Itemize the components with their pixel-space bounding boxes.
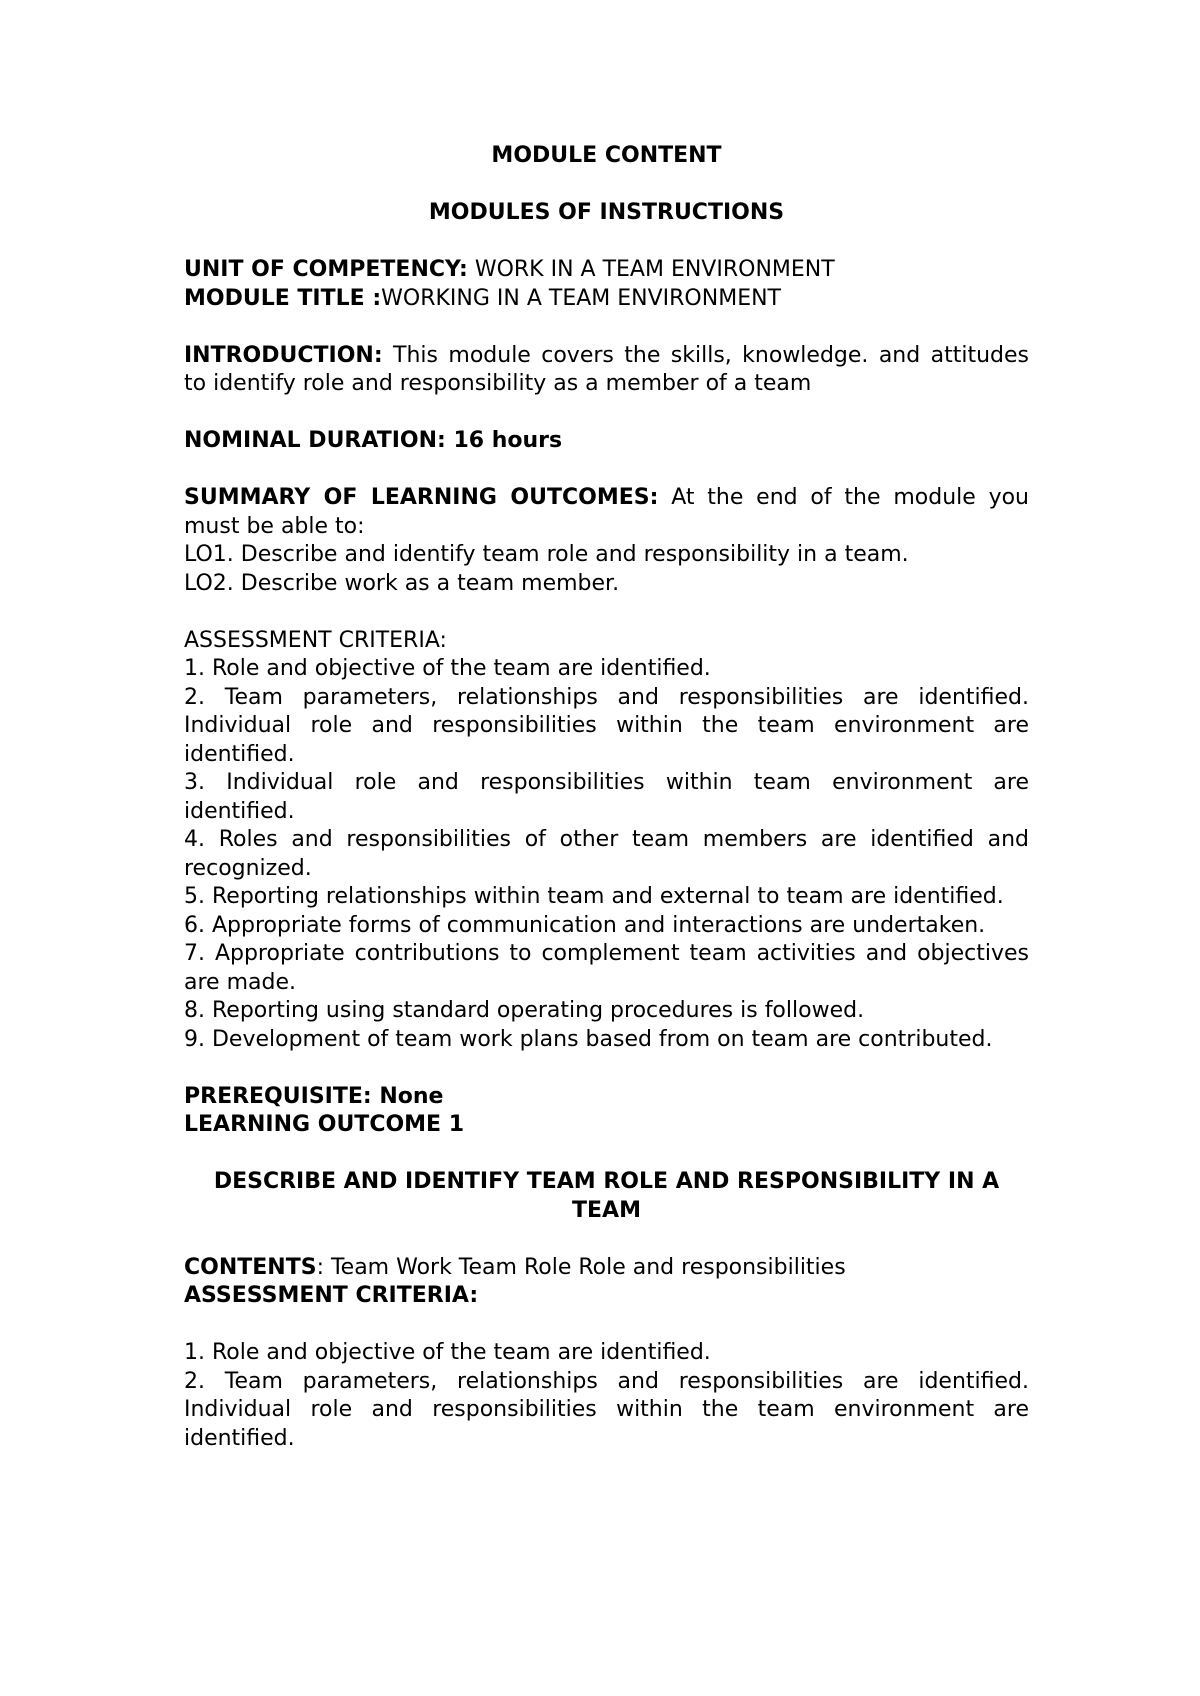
criteria-item: 2. Team parameters, relationships and responsibilities are identified. Individual role and responsibilities within the team environment are identified. <box>184 684 1029 767</box>
spacer <box>184 1140 1029 1169</box>
summary-text: At the end of the module you must be able to: <box>184 485 1030 539</box>
criteria-item: 7. Appropriate contributions to complement team activities and objectives are made. <box>184 941 1029 995</box>
criteria-item: 3. Individual role and responsibilities within team environment are identified. <box>184 770 1029 824</box>
criteria-item: 1. Role and objective of the team are identified. <box>184 1340 711 1365</box>
spacer <box>184 598 1029 627</box>
summary-of-outcomes <box>184 484 1029 541</box>
module-title <box>184 285 1029 314</box>
module-label: MODULE TITLE : <box>184 285 382 311</box>
unit-label: UNIT OF COMPETENCY: <box>184 257 468 282</box>
spacer <box>184 456 1029 485</box>
unit-value: WORK IN A TEAM ENVIRONMENT <box>467 257 835 282</box>
contents-label: CONTENTS <box>184 1254 317 1280</box>
intro-text: This module covers the skills, knowledge. and attitudes to identify role and responsibility as a member of a team <box>184 342 1029 396</box>
criteria-item: 2. Team parameters, relationships and responsibilities are identified. Individual role and responsibilities within the team environment are identified. <box>184 1368 1029 1451</box>
page-subtitle: MODULES OF INSTRUCTIONS <box>428 200 785 225</box>
prerequisite: PREREQUISITE: None <box>184 1083 444 1109</box>
assessment-criteria-heading-2: ASSESSMENT CRITERIA: <box>184 1283 479 1308</box>
criteria-item: 6. Appropriate forms of communication and interactions are undertaken. <box>184 912 986 938</box>
assessment-criteria-heading: ASSESSMENT CRITERIA: <box>184 627 447 653</box>
learning-outcome-lo1: LO1. Describe and identify team role and responsibility in a team. <box>184 542 909 567</box>
criteria-item: 9. Development of team work plans based from on team are contributed. <box>184 1026 993 1052</box>
contents-text: : Team Work Team Role Role and responsibilities <box>316 1254 846 1280</box>
spacer <box>184 399 1029 428</box>
learning-outcome-lo2: LO2. Describe work as a team member. <box>184 570 620 596</box>
spacer <box>184 1225 1029 1254</box>
module-value: WORKING IN A TEAM ENVIRONMENT <box>381 285 781 311</box>
spacer <box>184 1054 1029 1083</box>
introduction <box>184 342 1029 399</box>
unit-of-competency <box>184 256 1029 285</box>
criteria-item: 1. Role and objective of the team are identified. <box>184 656 711 681</box>
criteria-item: 8. Reporting using standard operating procedures is followed. <box>184 998 865 1023</box>
summary-label: SUMMARY OF LEARNING OUTCOMES: <box>184 485 659 510</box>
criteria-item: 4. Roles and responsibilities of other team members are identified and recognized. <box>184 827 1029 881</box>
lo-title: DESCRIBE AND IDENTIFY TEAM ROLE AND RESPONSIBILITY IN A TEAM <box>213 1169 1000 1223</box>
spacer <box>184 171 1029 200</box>
learning-outcome-heading: LEARNING OUTCOME 1 <box>184 1112 465 1137</box>
document-page <box>184 142 1029 1453</box>
spacer <box>184 1311 1029 1340</box>
criteria-item: 5. Reporting relationships within team and external to team are identified. <box>184 884 1004 909</box>
spacer <box>184 228 1029 257</box>
spacer <box>184 313 1029 342</box>
page-title: MODULE CONTENT <box>491 143 722 168</box>
nominal-duration: NOMINAL DURATION: 16 hours <box>184 428 563 453</box>
intro-label: INTRODUCTION: <box>184 342 383 368</box>
contents <box>184 1254 1029 1283</box>
